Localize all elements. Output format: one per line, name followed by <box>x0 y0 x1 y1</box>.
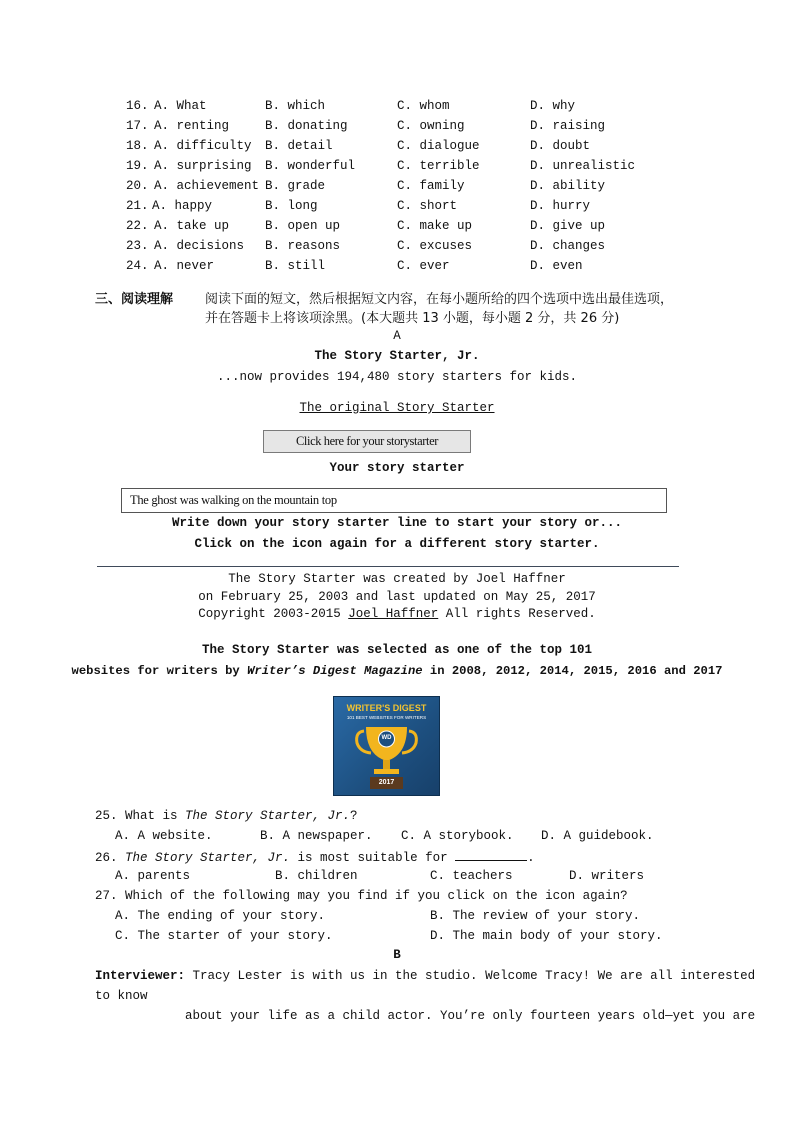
badge-logo: WD <box>381 735 392 741</box>
option-a: A. renting <box>154 119 230 133</box>
option-d: D. even <box>530 259 583 273</box>
badge-year: 2017 <box>378 779 395 786</box>
option-d: D. ability <box>530 179 606 193</box>
option-b: B. grade <box>265 179 326 193</box>
credit-line: The Story Starter was created by Joel Haffner <box>228 572 566 586</box>
badge-title: WRITER'S DIGEST <box>346 703 427 713</box>
instruction-line: Click on the icon again for a different story starter. <box>194 537 600 551</box>
option-a: A. happy <box>152 199 213 213</box>
option-c: C. ever <box>397 259 450 273</box>
option-number: 17. <box>126 119 149 133</box>
copyright-line: Copyright 2003-2015 Joel Haffner All rights Reserved. <box>198 607 596 621</box>
option-b: B. detail <box>265 139 333 153</box>
answer-option: D. A guidebook. <box>541 829 654 843</box>
option-a: A. surprising <box>154 159 252 173</box>
story-starter-title: The Story Starter, Jr. <box>314 349 480 363</box>
badge-subtitle: 101 BEST WEBSITES FOR WRITERS <box>346 715 427 720</box>
interview-line: about your life as a child actor. You’re only fourteen years old—yet you are <box>185 1009 756 1023</box>
award-line: websites for writers by Writer’s Digest Magazine in 2008, 2012, 2014, 2015, 2016 and 2017 <box>71 664 723 678</box>
question-27: 27. Which of the following may you find if you click on the icon again? <box>95 889 628 903</box>
story-starter-field: The ghost was walking on the mountain top <box>121 488 667 513</box>
option-d: D. give up <box>530 219 606 233</box>
answer-option: C. The starter of your story. <box>115 929 333 943</box>
option-b: B. long <box>265 199 318 213</box>
option-c: C. dialogue <box>397 139 480 153</box>
option-number: 20. <box>126 179 149 193</box>
option-b: B. still <box>265 259 326 273</box>
author-link[interactable]: Joel Haffner <box>348 607 439 621</box>
answer-option: D. The main body of your story. <box>430 929 663 943</box>
passage-label: A <box>393 329 401 343</box>
option-b: B. open up <box>265 219 341 233</box>
interview-line: to know <box>95 989 148 1003</box>
option-number: 22. <box>126 219 149 233</box>
option-c: C. owning <box>397 119 465 133</box>
option-number: 23. <box>126 239 149 253</box>
option-a: A. What <box>154 99 207 113</box>
option-c: C. excuses <box>397 239 473 253</box>
option-c: C. family <box>397 179 465 193</box>
option-number: 24. <box>126 259 149 273</box>
answer-blank <box>455 849 527 861</box>
interview-line: Interviewer: Tracy Lester is with us in the studio. Welcome Tracy! We are all interested <box>95 969 756 983</box>
answer-option: A. The ending of your story. <box>115 909 326 923</box>
divider <box>97 566 679 567</box>
option-d: D. hurry <box>530 199 591 213</box>
option-b: B. reasons <box>265 239 341 253</box>
answer-option: A. parents <box>115 869 191 883</box>
option-a: A. take up <box>154 219 230 233</box>
passage-label: B <box>393 948 401 962</box>
speaker-label: Interviewer: <box>95 969 186 983</box>
answer-option: C. teachers <box>430 869 513 883</box>
option-d: D. doubt <box>530 139 591 153</box>
option-d: D. why <box>530 99 576 113</box>
answer-option: D. writers <box>569 869 645 883</box>
option-d: D. unrealistic <box>530 159 636 173</box>
option-number: 19. <box>126 159 149 173</box>
answer-option: C. A storybook. <box>401 829 514 843</box>
credit-line: on February 25, 2003 and last updated on May 25, 2017 <box>198 590 596 604</box>
answer-option: B. A newspaper. <box>260 829 373 843</box>
answer-option: B. The review of your story. <box>430 909 641 923</box>
award-line: The Story Starter was selected as one of the top 101 <box>201 643 593 657</box>
answer-option: A. A website. <box>115 829 213 843</box>
option-b: B. wonderful <box>265 159 356 173</box>
section-instruction: 阅读下面的短文，然后根据短文内容，在每小题所给的四个选项中选出最佳选项， <box>205 292 674 307</box>
magazine-name: Writer’s Digest Magazine <box>247 664 423 678</box>
your-story-starter-label: Your story starter <box>329 461 465 475</box>
writers-digest-badge <box>333 696 440 796</box>
instruction-line: Write down your story starter line to start your story or... <box>171 516 623 530</box>
section-instruction: 并在答题卡上将该项涂黑。(本大题共 13 小题，每小题 2 分，共 26 分) <box>205 311 620 326</box>
option-number: 21. <box>126 199 149 213</box>
section-title: 三、阅读理解 <box>95 292 174 307</box>
answer-option: B. children <box>275 869 358 883</box>
option-a: A. difficulty <box>154 139 252 153</box>
option-d: D. changes <box>530 239 606 253</box>
question-26: 26. The Story Starter, Jr. is most suitable for . <box>95 851 535 865</box>
option-a: A. achievement <box>154 179 260 193</box>
option-c: C. terrible <box>397 159 480 173</box>
option-c: C. whom <box>397 99 450 113</box>
option-c: C. make up <box>397 219 473 233</box>
story-starter-subtitle: ...now provides 194,480 story starters for kids. <box>216 370 578 384</box>
option-b: B. donating <box>265 119 348 133</box>
option-b: B. which <box>265 99 326 113</box>
option-d: D. raising <box>530 119 606 133</box>
question-25: 25. What is The Story Starter, Jr.? <box>95 809 358 823</box>
story-starter-button[interactable]: Click here for your storystarter <box>263 430 471 453</box>
option-number: 16. <box>126 99 149 113</box>
option-c: C. short <box>397 199 458 213</box>
option-a: A. decisions <box>154 239 245 253</box>
option-number: 18. <box>126 139 149 153</box>
option-a: A. never <box>154 259 215 273</box>
original-story-starter-link[interactable]: The original Story Starter <box>299 401 495 415</box>
